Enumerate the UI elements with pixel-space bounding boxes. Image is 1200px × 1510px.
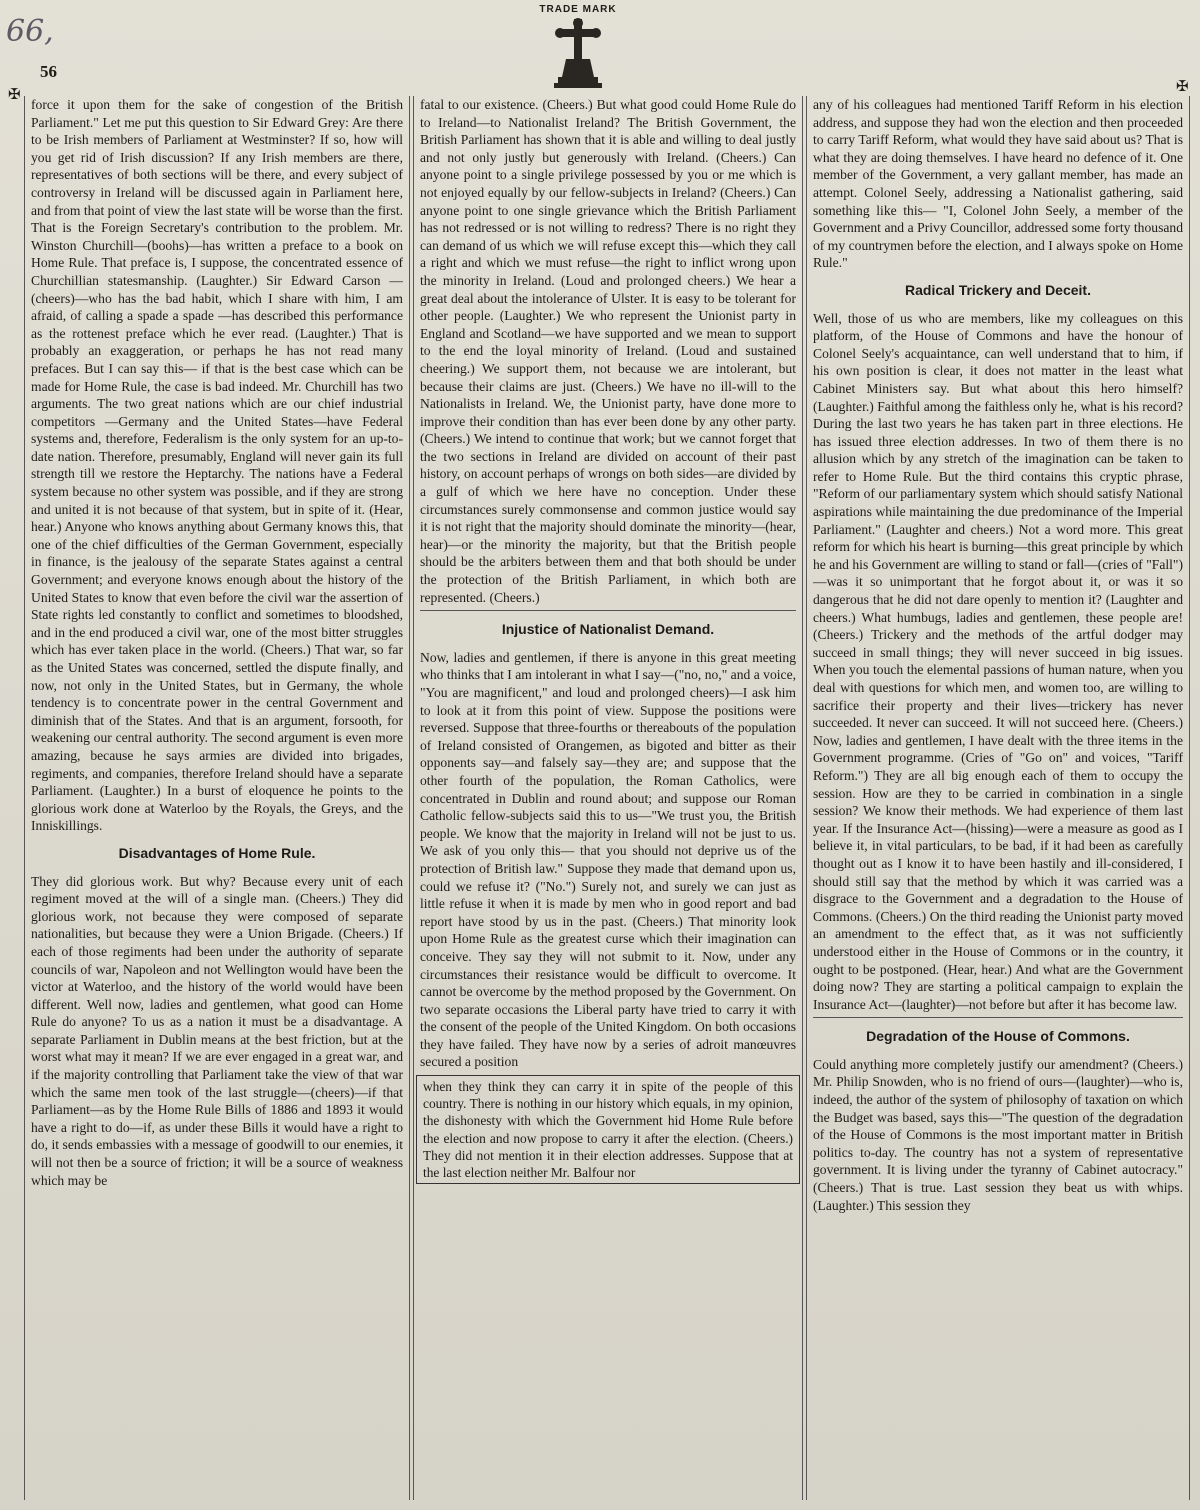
handwritten-page-number: 66, (6, 14, 54, 49)
column-2-paragraph-1: fatal to our existence. (Cheers.) But what good could Home Rule do to Ireland—to Nationalist Ireland? The British Government, the British Parliament has shown that it is able and willing to deal justly and not only justly but generously with Ireland. (Cheers.) Can anyone point to a single privilege possessed by you or me which is not enjoyed equally by our fellow-subjects in Ireland? (Cheers.) Can anyone point to one single grievance which the British Parliament has not redressed or is not willing to redress? There is no right they can demand of us which we will refuse except this—which they call a right and which we must refuse—the right to inflict wrong upon the minority in Ireland. (Loud and prolonged cheers.) We hear a great deal about the intolerance of Ulster. It is easy to be tolerant for other people. (Laughter.) We who represent the Unionist party in England and Scotland—we have supported and we mean to support to the end the loyal minority of Ireland. (Loud and sustained cheering.) We support them, not because we are intolerant, but because their claims are just. (Cheers.) We have no ill-will to the Nationalists in Ireland. We, the Unionist party, have done more to improve their condition than has ever been done by any other party. (Cheers.) We intend to continue that work; but we cannot forget that the two sections in Ireland are divided on account of their past history, on account perhaps of wrongs on both sides—are divided by a gulf of which we here have no conception. Under these circumstances surely commonsense and common justice would say it is not right that the majority should dominate the minority—(hear, hear)—or the minority the majority, but that the British people should be the arbiters between them and that both should be under the protection of the British Parliament, in which both are represented. (Cheers.) (420, 97, 796, 605)
cross-emblem-icon (548, 15, 608, 95)
heading-radical-trickery-and-deceit: Radical Trickery and Deceit. (905, 281, 1091, 298)
column-3-paragraph-3: Could anything more completely justify our amendment? (Cheers.) Mr. Philip Snowden, who is no friend of ours—(laughter)—who is, indeed, the author of the system of philosophy of taxation on which the Budget was based, says this—"The question of the degradation of the House of Commons is the most important matter in British politics to-day. The country has not a system of representative government. It is living under the tyranny of Cabinet autocracy." (Cheers.) That is true. Last session they beat us with whips. (Laughter.) This session they (813, 1056, 1183, 1213)
column-1-paragraph-1: force it upon them for the sake of congestion of the British Parliament." Let me put this question to Sir Edward Grey: Are there to be Irish members of Parliament at Westminster? If so, how will you get rid of Irish discussion? If any Irish members are there, representatives of both sections will be there, and every subject of controversy in Ireland will be discussed again in Parliament here, and from that point of view the last state will be worse than the first. That is the Foreign Secretary's contribution to the problem. Mr. Winston Churchill—(boohs)—has written a preface to a book on Home Rule. That preface is, I suppose, the concentrated essence of Churchillian statesmanship. (Laughter.) Sir Edward Carson —(cheers)—who has the bad habit, which I share with him, I am afraid, of calling a spade a spade —has described this performance as the rottenest preface which he ever read. (Laughter.) That is probably an exaggeration, or perhaps he has not read many prefaces. But I can say this— if that is the best case which can be made for Home Rule, the case is bad indeed. Mr. Churchill has two arguments. The two great nations which are our chief industrial competitors —Germany and the United States—have Federal systems and, therefore, Federalism is the only system for an up-to-date nation. Therefore, presumably, England will never gain its full strength till we restore the Heptarchy. The nations have a Federal system because no other system was possible, and if they are strong and united it is not because of that system, but in spite of it. (Hear, hear.) Anyone who knows anything about Germany knows this, that one of the chief difficulties of the German Government, especially in finance, is the jealousy of the separate States against a central Government; and everyone knows enough about the history of the United States to know that even before the civil war the assertion of State rights led constantly to conflict and sometimes to bloodshed, and in the end produced a civil war, one of the most bitter struggles which has ever taken place in the world. (Cheers.) That war, so far as the United States was concerned, settled the dispute finally, and now, not only in the United States, but in Germany, the whole tendency is to concentrate power in the central Government and diminish that of the States. And that is an argument, forsooth, for weakening our central authority. The second argument is even more amazing, because he says armies are divided into brigades, regiments, and companies, therefore Ireland should have a separate Parliament. (Laughter.) In a burst of eloquence he points to the glorious work done at Waterloo by the Royals, the Greys, and the Inniskillings. (31, 97, 403, 834)
right-cross-icon: ✠ (1176, 79, 1189, 95)
column-rule (813, 1017, 1183, 1018)
heading-degradation-of-the-house-of-commons: Degradation of the House of Commons. (866, 1028, 1130, 1045)
boxed-paragraph: when they think they can carry it in spite of the people of this country. There is nothing in our history which equals, in my opinion, the dishonesty with which the Government hid Home Rule before the election and now propose to carry it after the election. (Cheers.) They did not mention it in their election addresses. Suppose that at the last election neither Mr. Balfour nor (416, 1075, 800, 1184)
column-3 (806, 96, 1190, 1500)
heading-disadvantages-of-home-rule: Disadvantages of Home Rule. (118, 844, 316, 861)
trademark-text: TRADE MARK (539, 4, 617, 15)
column-1-paragraph-2: They did glorious work. But why? Because every unit of each regiment moved at the will of a single man. (Cheers.) They did glorious work, not because they were composed of separate nationalities, but because they were a Union Brigade. (Cheers.) If each of those regiments had been under the authority of separate councils of war, Napoleon and not Wellington would have been the victor at Waterloo, and the history of the world would have been different. Well now, ladies and gentlemen, what good can Home Rule do anyone? To us as a nation it must be a disadvantage. A separate Parliament in Dublin means at the best friction, but at the worst what may it mean? If we are ever engaged in a great war, and if the majority controlling that Parliament take the view of that war which the same men took of the last struggle—(cheers)—if that Parliament—as by the Home Rule Bills of 1886 and 1893 it would have a right to do—if, as under these Bills it would have a right to do, it sends embassies with a message of goodwill to our enemies, it will not then be a source of friction; it will be a source of weakness which may be (31, 873, 403, 1188)
column-1 (24, 96, 410, 1500)
trademark-logo (518, 4, 638, 100)
heading-injustice-of-nationalist-demand: Injustice of Nationalist Demand. (501, 621, 715, 638)
column-3-paragraph-1: any of his colleagues had mentioned Tariff Reform in his election address, and suppose they had won the election and then proceeded to carry Tariff Reform, what would they have said about us? That is what they are doing themselves. I have heard no defence of it. One member of the Government, a very gallant member, has made an attempt. Colonel Seely, addressing a Nationalist gathering, said something like this— "I, Colonel John Seely, a member of the Government and a Privy Councillor, addressed some forty thousand of my countrymen before the election, and I always spoke on Home Rule." (813, 97, 1183, 271)
column-rule (420, 610, 796, 611)
left-cross-icon: ✠ (8, 87, 21, 103)
column-2-paragraph-2: Now, ladies and gentlemen, if there is anyone in this great meeting who thinks that I am intolerant in what I say—("no, no," and a voice, "You are magnificent," and loud and prolonged cheers)—I ask him to look at it from this point of view. Suppose the positions were reversed. Suppose that three-fourths or thereabouts of the population of Ireland consisted of Orangemen, as bigoted and bitter as their opponents say—and falsely say—they are; and suppose that the other fourth of the population, the Roman Catholics, were concentrated in Dublin and round about; and suppose our Roman Catholic fellow-subjects said this to us—"We trust you, the British people. We know that the majority in Ireland will not be just to us. We ask of you only this— that you should not deprive us of the protection of British law." Suppose they made that demand upon us, could we refuse it? ("No.") Surely not, and surely we can just as little refuse it when it is made by men who in good report and bad report have stood by us in the past. (Cheers.) That minority look upon Home Rule as the greatest curse which their imagination can conceive. They say they will not submit to it. Now, under any circumstances their resistance would be difficult to overcome. It cannot be overcome by the method proposed by the Government. On two separate occasions the Liberal party have tried to carry it with the consent of the people of the United Kingdom. On both occasions they have failed. They have now by a series of adroit manœuvres secured a position (420, 649, 796, 1070)
column-3-paragraph-2: Well, those of us who are members, like my colleagues on this platform, of the House of Commons and have the honour of Colonel Seely's acquaintance, can well understand that to him, if his own position is clear, it does not matter in the least what Cabinet Ministers say. But what about this hero himself? (Laughter.) Faithful among the faithless only he, what is his record? During the last two years he has taken part in three elections. He has issued three election addresses. In two of them there is no allusion which by any stretch of the imagination can be taken to refer to Home Rule. But the third contains this cryptic phrase, "Reform of our parliamentary system which should satisfy National aspirations while maintaining the due predominance of the Imperial Parliament." (Laughter and cheers.) Not a word more. This great reform for which his heart is burning—this great principle by which he and his Government are willing to stand or fall—(cries of "Fall")—was it so unimportant that he forgot about it, or was it so dangerous that he did not dare openly to mention it? (Laughter and cheers.) What humbugs, ladies and gentlemen, these people are! (Cheers.) Trickery and the methods of the artful dodger may succeed in small things; they will never succeed in big issues. When you touch the elemental passions of human nature, when you deal with questions for which men, and women too, are willing to sacrifice their property and their lives—trickery has never succeeded. It never can succeed. It will not succeed here. (Cheers.) Now, ladies and gentlemen, I have dealt with the three items in the Government programme. (Cries of "Go on" and voices, "Tariff Reform.") They are all big enough each of them to occupy the session. How are they to be carried in combination in a single session? We know their methods. We had experience of them last year. If the Insurance Act—(hissing)—were a measure as good as I believe it, in vital particulars, to be bad, if it had been as carefully thought out as I know it to have been hastily and ill-considered, I should still say that the method by which it was carried was a disgrace to the Government and a degradation to the House of Commons. (Cheers.) On the third reading the Unionist party moved an amendment to the effect that, as it was not sufficiently understood either in the House of Commons or in the country, it ought to be postponed. (Hear, hear.) And what are the Government doing now? They are starting a political campaign to explain the Insurance Act—(laughter)—not before but after it has become law. (813, 310, 1183, 1012)
page-number: 56 (40, 62, 57, 81)
column-2 (413, 96, 803, 1500)
